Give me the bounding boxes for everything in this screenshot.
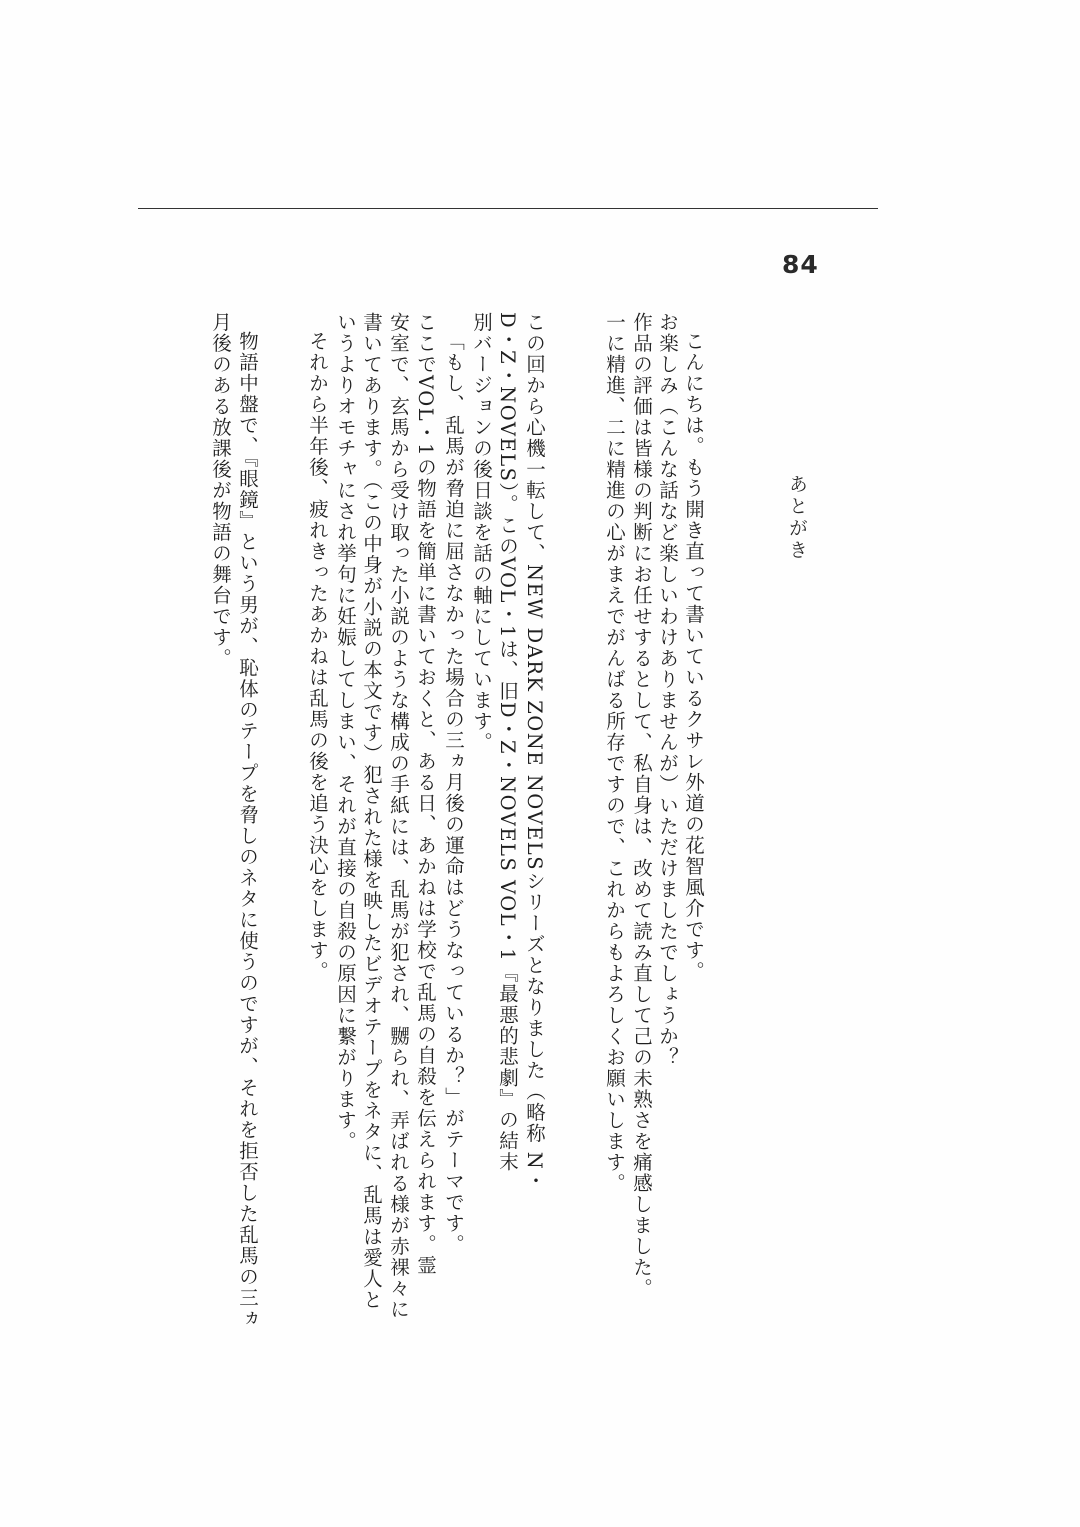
text-line-3: 作品の評価は皆様の判断にお任せするとして、私自身は、改めて読み直して己の未熟さを痛感しました。	[630, 312, 653, 1299]
text-line-5: この回から心機一転して、NEW DARK ZONE NOVELSシリーズとなりました（略称 N・	[523, 312, 546, 1192]
text-line-11: 書いてあります。（この中身が小説の本文です）犯された様を映したビデオテープをネタに、乱馬は愛人と	[360, 312, 383, 1311]
page-number: 84	[782, 250, 819, 279]
text-line-14: 物語中盤で、『眼鏡』という男が、恥体のテープを脅しのネタに使うのですが、それを拒否した乱馬の三ヵ	[236, 331, 259, 1330]
text-line-6: D・Z・NOVELS）。このVOL・1は、旧D・Z・NOVELS VOL・1『最悪的悲劇』の結末	[496, 312, 519, 1173]
text-line-7: 別バージョンの後日談を話の軸にしています。	[470, 312, 493, 753]
text-line-1: こんにちは。もう開き直って書いているクサレ外道の花智風介です。	[682, 331, 705, 982]
text-line-13: それから半年後、疲れきったあかねは乱馬の後を追う決心をします。	[306, 331, 329, 982]
text-line-10: 安室で、玄馬から受け取った小説のような構成の手紙には、乱馬が犯され、嬲られ、弄ばれる様が赤裸々に	[387, 312, 410, 1320]
text-line-12: いうよりオモチャにされ挙句に妊娠してしまい、それが直接の自殺の原因に繋がります。	[334, 312, 357, 1152]
text-line-4: 一に精進、二に精進の心がまえでがんばる所存ですので、これからもよろしくお願いします。	[603, 312, 626, 1194]
text-line-2: お楽しみ（こんな話など楽しいわけありませんが）いただけましたでしょうか？	[656, 312, 679, 1068]
text-line-15: 月後のある放課後が物語の舞台です。	[209, 312, 232, 669]
text-line-8: 「もし、乱馬が脅迫に屈さなかった場合の三ヵ月後の運命はどうなっているか？」がテーマです。	[442, 331, 465, 1255]
top-rule	[138, 208, 878, 209]
text-line-9: ここでVOL・1の物語を簡単に書いておくと、ある日、あかねは学校で乱馬の自殺を伝えられます。霊	[414, 312, 437, 1277]
afterword-heading: あとがき	[786, 474, 808, 562]
